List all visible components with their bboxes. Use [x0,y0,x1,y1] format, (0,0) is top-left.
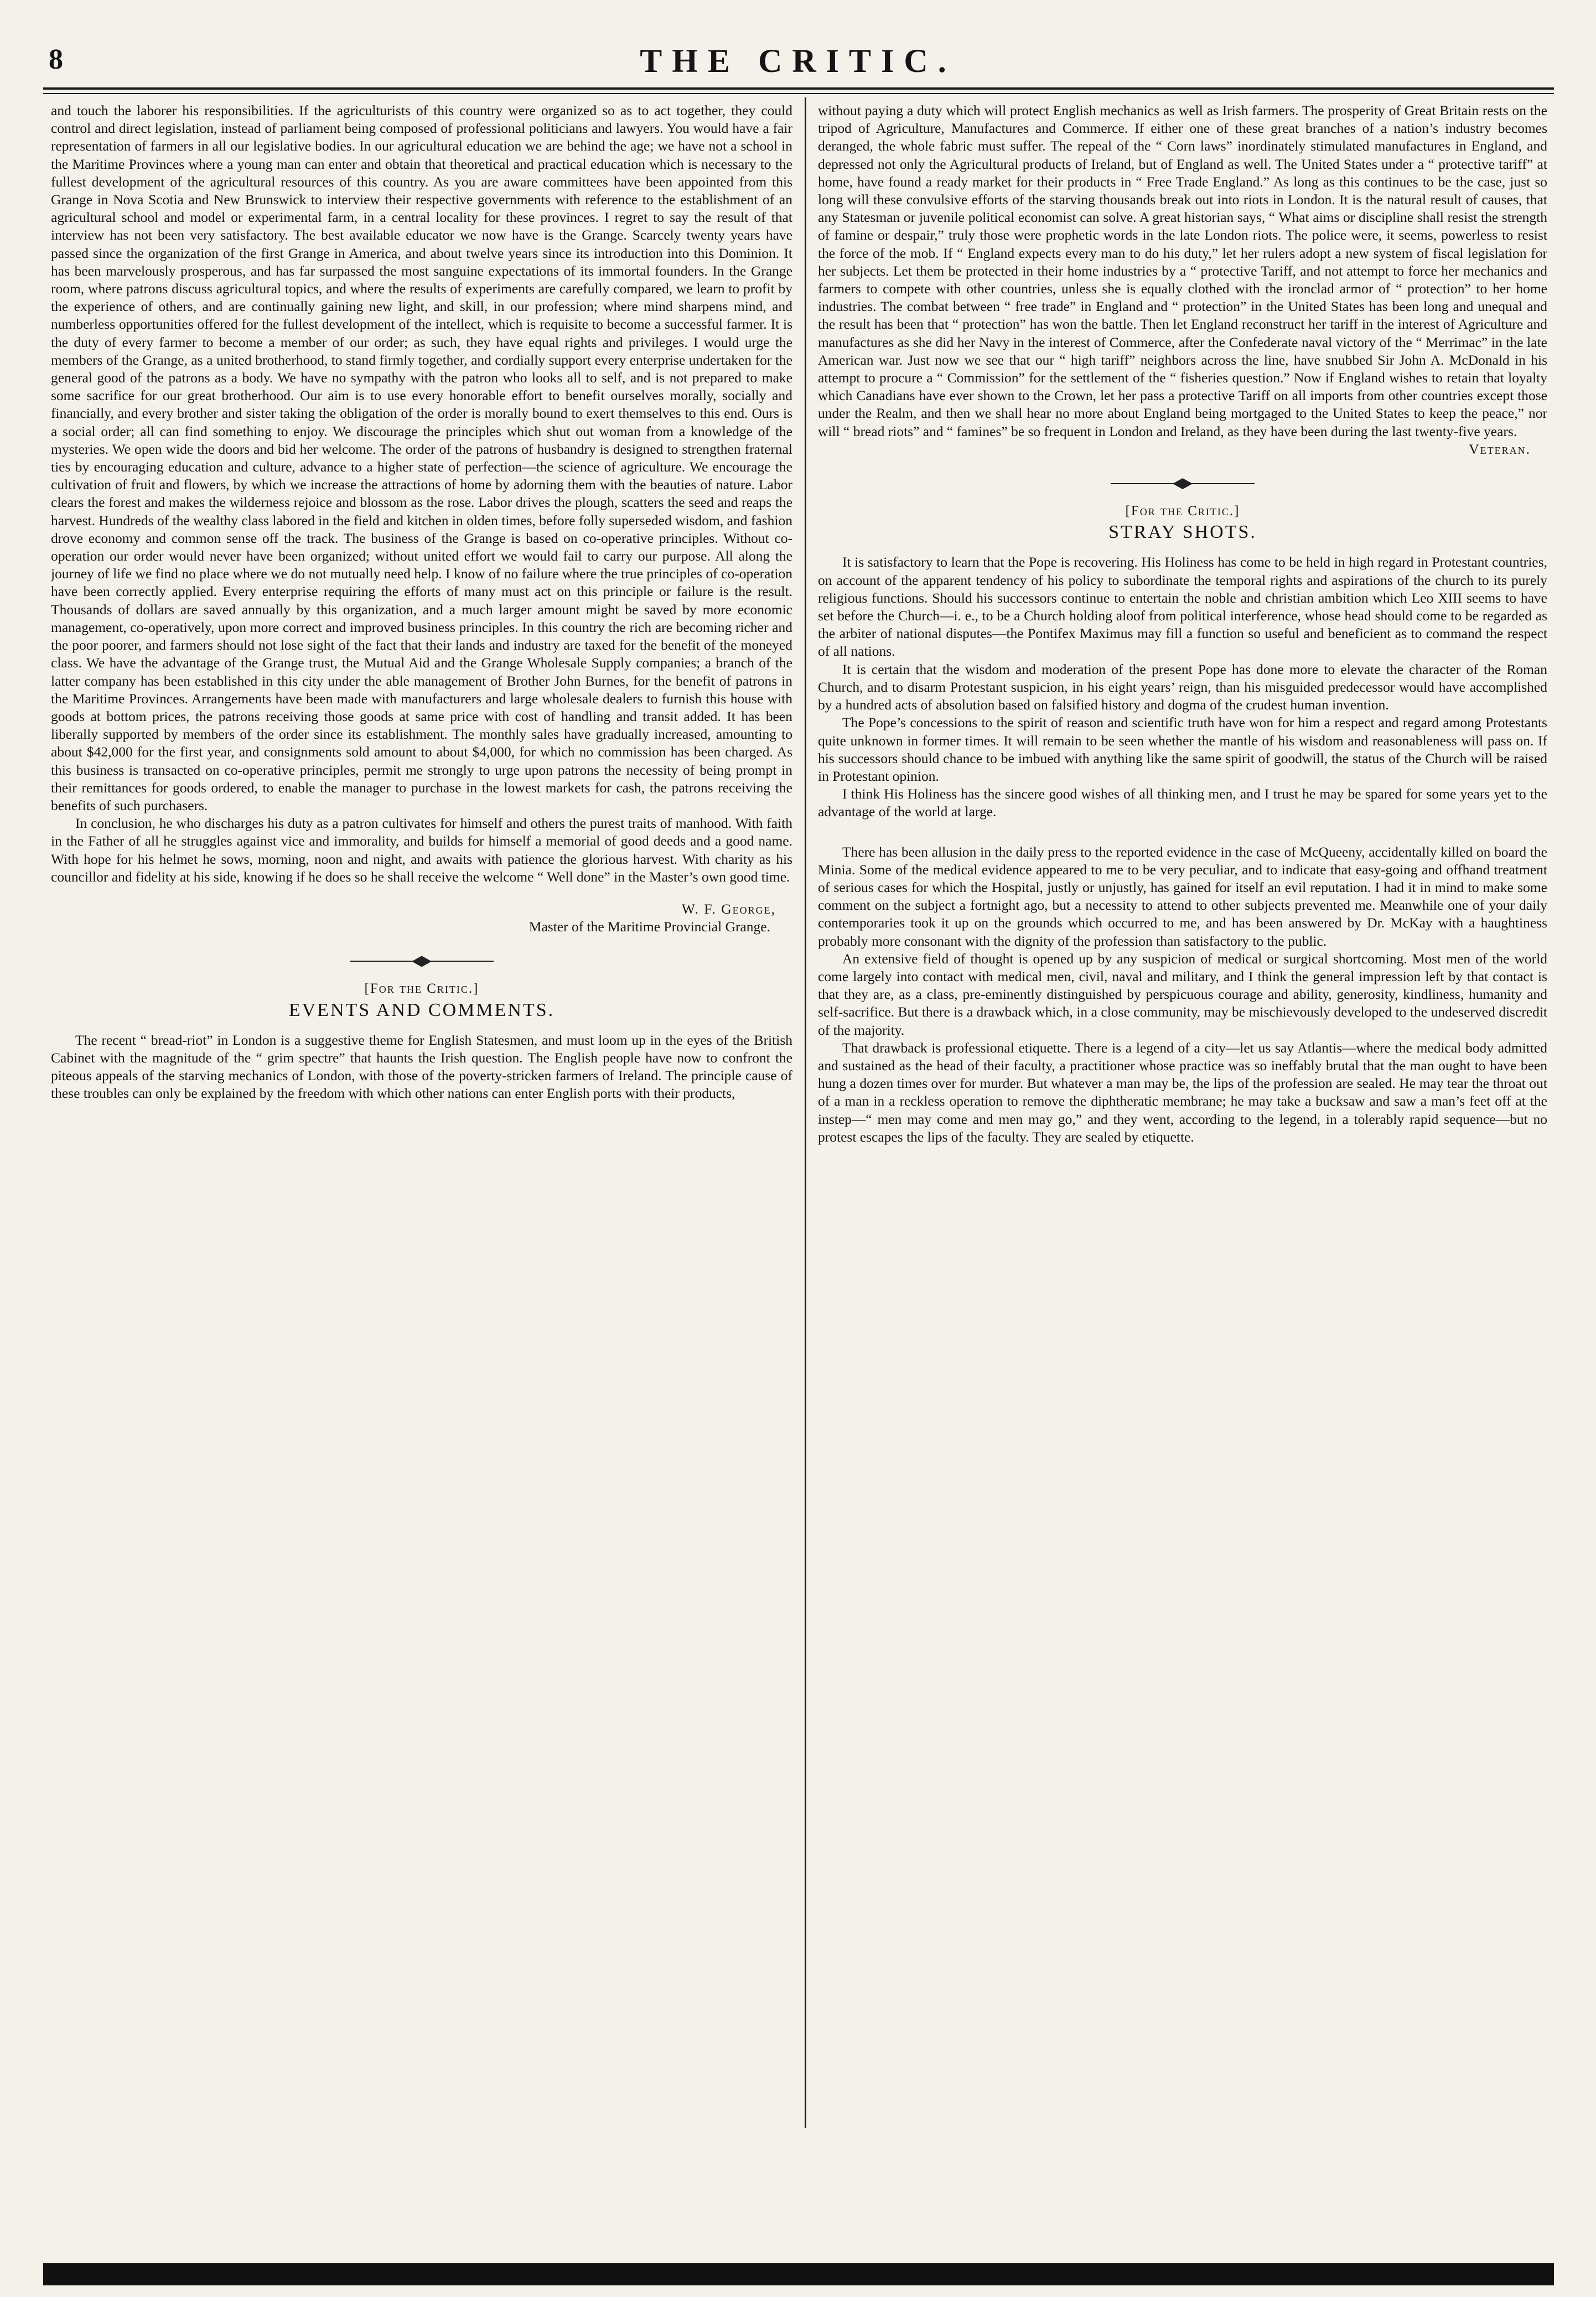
article-paragraph: It is satisfactory to learn that the Pope is recovering. His Holiness has come to be held in high regard in Protestant countries, on account of the apparent tendency of his policy to subordinate the temporal rights and aspirations of the church to its purely religious functions. Should his successors continue to entertain the noble and christian ambition which Leo XIII seems to have set before the Church—i. e., to be a Church holding aloof from political interference, whose head should come to be regarded as the arbiter of national disputes—the Pontifex Maximus may fill a function so useful and beneficient as to command the respect of all nations. [818,554,1547,660]
article-paragraph: The Pope’s concessions to the spirit of reason and scientific truth have won for him a respect and regard among Protestants quite unknown in former times. It will remain to be seen whether the mantle of his wisdom and reasonableness will pass on. If his successors should chance to be imbued with anything like the same spirit of goodwill, the status of the Church will be raised in Protestant opinion. [818,714,1547,784]
header-rule [43,87,1554,94]
right-column [818,102,1547,2127]
ornament-divider [1111,478,1255,489]
article-paragraph: I think His Holiness has the sincere good wishes of all thinking men, and I trust he may be spared for some years yet to the advantage of the world at large. [818,786,1547,820]
article-paragraph: An extensive field of thought is opened up by any suspicion of medical or surgical shortcoming. Most men of the world come largely into contact with medical men, civil, naval and military, and I think the general impression left by that contact is that they are, as a class, pre-eminently distinguished by perspicuous courage and ability, generosity, kindliness, humanity and self-sacrifice. But there is a drawback which, in a close community, may be mischievously developed to the undeserved discredit of the majority. [818,950,1547,1038]
column-divider [805,97,806,2128]
section-heading-events: EVENTS AND COMMENTS. [288,999,555,1020]
article-paragraph: and touch the laborer his responsibilities. If the agriculturists of this country were organized so as to act together, they could control and direct legislation, instead of parliament being composed of professional politicians and lawyers. You would have a fair representation of farmers in all our legislative bodies. In our agricultural education we are behind the age; we have not a school in the Maritime Provinces where a young man can enter and obtain that theoretical and practical education which is necessary to the fullest development of the agricultural resources of this country. As you are aware committees have been appointed from this Grange in Nova Scotia and New Brunswick to interview their respective governments with reference to the establishment of an agricultural school and model or experimental farm, in a central locality for these provinces. I regret to say the result of that interview has not been very satisfactory. The best available educator we now have is the Grange. Scarcely twenty years have passed since the organization of the first Grange in America, and about twelve years since its introduction into this Dominion. It has been marvelously prosperous, and has far surpassed the most sanguine expectations of its immortal founders. In the Grange room, where patrons discuss agricultural topics, and where the results of experiments are carefully compared, we learn to profit by the experience of others, and are continually gaining new light, and skill, in our profession; where mind sharpens mind, and numberless opportunities offered for the fullest development of the intellect, which is requisite to become a successful farmer. It is the duty of every farmer to become a member of our order; as such, they have equal rights and privileges. I would urge the members of the Grange, as a united brotherhood, to stand firmly together, and cordially support every enterprise undertaken for the general good of the patrons as a body. We have no sympathy with the patron who looks all to self, and is not prepared to make some sacrifice for our great brotherhood. Our aim is to use every honorable effort to benefit ourselves morally, socially and financially, and every brother and sister taking the obligation of the order is morally bound to exert themselves to this end. Ours is a social order; all can find something to enjoy. We discourage the principles which shut out woman from a knowledge of the mysteries. We open wide the doors and bid her welcome. The order of the patrons of husbandry is designed to strengthen fraternal ties by encouraging education and culture, advance to a higher state of perfection—the science of agriculture. We encourage the cultivation of fruit and flowers, by which we increase the attractions of home by adorning them with the beauties of nature. Labor clears the forest and makes the wilderness rejoice and blossom as the rose. Labor drives the plough, scatters the seed and reaps the harvest. Hundreds of the wealthy class labored in the field and kitchen in olden times, before folly superseded wisdom, and fashion drove economy and common sense off the track. The business of the Grange is based on co-operative principles. Without co-operation our order would never have been organized; without united effort we would fail to carry our purpose. All along the journey of life we find no place where we do not mutually need help. I know of no failure where the true principles of co-operation have been correctly applied. Every enterprise requiring the efforts of many must act on this principle or failure is the result. Thousands of dollars are saved annually by this organization, and a much larger amount might be saved by more economic management, co-operatively, upon more correct and improved business principles. In this country the rich are becoming richer and the poor poorer, and farmers should not lose sight of the fact that their lands and industry are taxed for the benefit of the moneyed class. We have the advantage of the Grange trust, the Mutual Aid and the Grange Wholesale Supply companies; a branch of the latter company has been established in this city under the able management of Brother John Burnes, for the benefit of patrons in the Maritime Provinces. Arrangements have been made with manufacturers and large wholesale dealers to furnish this house with goods at bottom prices, the patrons receiving those goods at same price with cost of handling and transit added. It has been liberally supported by members of the order since its establishment. The monthly sales have gradually increased, amounting to about $42,000 for the first year, and consignments sold amount to about $4,000, for which no commission has been charged. As this business is transacted on co-operative principles, permit me strongly to urge upon patrons the necessity of being prompt in their remittances for goods ordered, to enable the manager to purchase in the lowest markets for cash, the patrons receiving the benefits of such purchasers. [51,102,792,813]
article-paragraph: That drawback is professional etiquette. There is a legend of a city—let us say Atlantis—where the medical body admitted and sustained as the head of their faculty, a practitioner whose practice was so ineffably brutal that the man ought to have been hung a dozen times over for murder. But whatever a man may be, the lips of the profession are sealed. He may tear the throat out of a man in a reckless operation to remove the diphtheratic membrane; he may take a bucksaw and saw a man’s feet off at the instep—“ men may come and men may go,” and they went, according to the legend, in a tolerably rapid sequence—but no protest escapes the lips of the faculty. They are sealed by etiquette. [818,1039,1547,1145]
section-spacer [818,821,1547,843]
bottom-border-bar [43,2263,1554,2285]
ornament-divider [350,956,494,967]
article-paragraph: without paying a duty which will protect English mechanics as well as Irish farmers. The prosperity of Great Britain rests on the tripod of Agriculture, Manufactures and Commerce. If either one of these great branches of a nation’s industry becomes deranged, the whole fabric must suffer. The repeal of the “ Corn laws” inordinately stimulated manufactures in England, and depressed not only the Agricultural products of Ireland, but of England as well. The United States under a “ protective tariff” at home, have found a ready market for their products in “ Free Trade England.” As long as this continues to be the case, just so long will these convulsive efforts of the starving thousands break out into riots in London. It is the natural result of causes, that any Statesman or juvenile political economist can solve. A great historian says, “ What aims or discipline shall resist the strength of famine or despair,” truly those were prophetic words in the late London riots. The police were, it seems, powerless to resist the force of the mob. If “ England expects every man to do his duty,” let her rulers adopt a new system of fiscal legislation for her subjects. Let them be protected in their home industries by a “ protective Tariff, and not attempt to force her mechanics and farmers to compete with other countries, unless she is equally clothed with the ironclad armor of “ protection” to her home industries. The combat between “ free trade” in England and “ protection” in the United States has been long and unequal and the result has been that “ protection” has won the battle. Then let England reconstruct her tariff in the interest of Agriculture and manufactures as she did her Navy in the interest of Commerce, after the Confederate naval victory of the “ Merrimac” in the late American war. Just now we see that our “ high tariff” neighbors across the line, have snubbed Sir John A. McDonald in his attempt to procure a “ Commission” for the settlement of the “ fisheries question.” Now if England wishes to retain that loyalty which Canadians have ever shown to the Crown, let her pass a protective Tariff on all imports from other countries except those under the Realm, and then we shall hear no more about England being mortgaged to the United States to keep the peace,” nor will “ bread riots” and “ famines” be so frequent in London and Ireland, as they have been during the last twenty-five years. [818,102,1547,439]
article-paragraph: In conclusion, he who discharges his duty as a patron cultivates for himself and others the purest traits of manhood. With faith in the Father of all he struggles against vice and immorality, and builds for himself a memorial of good deeds and a good name. With hope for his helmet he sows, morning, noon and night, and awaits with patience the glorious harvest. With charity as his councillor and fidelity at his side, knowing if he does so he shall receive the welcome “ Well done” in the Master’s own good time. [51,815,792,885]
section-heading-stray-shots: STRAY SHOTS. [1108,522,1257,543]
masthead-title: THE CRITIC. [640,43,956,79]
page-number: 8 [49,44,63,75]
signature-title: Master of the Maritime Provincial Grange. [528,919,770,935]
signature-name: W. F. George, [681,900,776,917]
article-paragraph: The recent “ bread-riot” in London is a suggestive theme for English Statesmen, and must loom up in the eyes of the British Cabinet with the magnitude of the “ grim spectre” that haunts the Irish question. The English people have now to confront the piteous appeals of the starving mechanics of London, with those of the poverty-stricken farmers of Ireland. The principle cause of these troubles can only be explained by the freedom with which other nations can enter English ports with their products, [51,1031,792,1102]
article-paragraph: There has been allusion in the daily press to the reported evidence in the case of McQueeny, accidentally killed on board the Minia. Some of the medical evidence appeared to me to be very peculiar, and to indicate that easy-going and offhand treatment of serious cases for which the Hospital, justly or unjustly, has gained for itself an evil reputation. I had it in mind to make some comment on the subject a fortnight ago, but a necessity to attend to other subjects prevented me. Meanwhile one of your daily contemporaries took it up on the grounds which occurred to me, and has been answered by Dr. McKay with a haughtiness probably more consonant with the dignity of the profession than satisfactory to the public. [818,843,1547,949]
left-column [51,102,792,2127]
article-paragraph: It is certain that the wisdom and moderation of the present Pope has done more to elevate the character of the Roman Church, and to disarm Protestant suspicion, in his eight years’ reign, than his misguided predecessor would have accomplished by a hundred acts of absolution based on falsified history and dogma of the crudest human invention. [818,661,1547,713]
signature-veteran: Veteran. [1469,440,1531,457]
section-source-note: [For the Critic.] [364,981,479,997]
signature-block [51,900,792,936]
section-source-note: [For the Critic.] [1125,504,1240,519]
